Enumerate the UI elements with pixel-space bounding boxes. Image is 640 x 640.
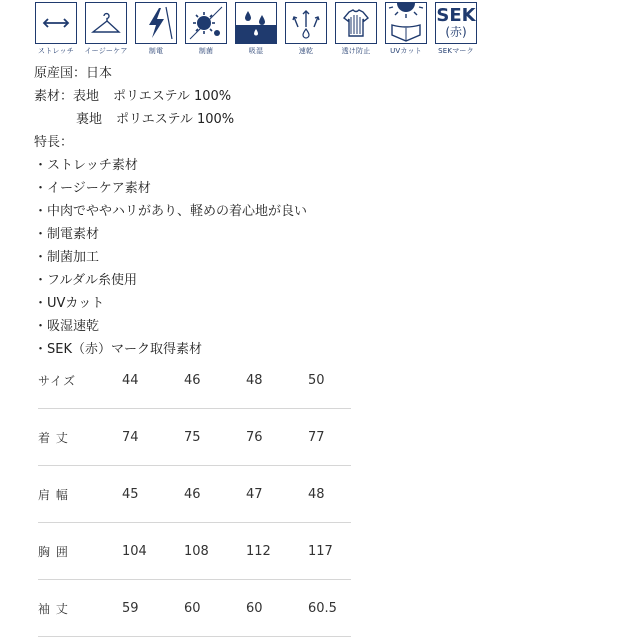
header-cell: 44	[122, 352, 184, 409]
origin-line: 原産国：日本	[34, 66, 113, 81]
uv-cut-icon	[385, 2, 427, 44]
easy-care-icon	[85, 2, 127, 44]
icon-cell-stretch	[31, 2, 81, 56]
moisture-absorbing-icon	[235, 2, 277, 44]
table-cell: 117	[308, 523, 351, 580]
header-cell: 46	[184, 352, 246, 409]
icon-cell-anti-see-through	[331, 2, 381, 56]
icon-label: SEKマーク	[438, 47, 474, 55]
row-label: 胸 囲	[38, 523, 122, 580]
icon-label: 吸湿	[248, 47, 264, 55]
header-cell: 48	[246, 352, 308, 409]
outer-label: 表地	[73, 89, 100, 104]
material-label: 素材：	[34, 89, 74, 104]
feature-icon-row	[31, 2, 481, 56]
icon-label: ストレッチ	[38, 47, 74, 55]
lining-value: ポリエステル 100%	[116, 112, 235, 127]
table-cell: 45	[122, 466, 184, 523]
table-cell: 60.5	[308, 580, 351, 637]
material-lining-line	[34, 108, 307, 131]
table-cell: 74	[122, 409, 184, 466]
table-cell: 46	[184, 466, 246, 523]
table-row	[38, 466, 351, 523]
icon-cell-easy-care	[81, 2, 131, 56]
sek-mark-subtext: (赤)	[445, 25, 467, 39]
sek-mark-text: SEK	[436, 5, 476, 26]
row-label: 着 丈	[38, 409, 122, 466]
table-cell: 77	[308, 409, 351, 466]
feature-item: ・フルダル糸使用	[34, 273, 137, 288]
feature-item: ・イージーケア素材	[34, 181, 151, 196]
icon-cell-uv-cut	[381, 2, 431, 56]
table-cell: 104	[122, 523, 184, 580]
anti-see-through-icon	[335, 2, 377, 44]
table-cell: 47	[246, 466, 308, 523]
product-info	[34, 62, 307, 361]
icon-label: 透け防止	[341, 47, 371, 55]
lining-label: 裏地	[76, 112, 103, 127]
header-cell: 50	[308, 352, 351, 409]
table-cell: 75	[184, 409, 246, 466]
antibacterial-icon	[185, 2, 227, 44]
row-label: 袖 丈	[38, 580, 122, 637]
feature-item: ・SEK（赤）マーク取得素材	[34, 342, 202, 357]
quick-dry-icon	[285, 2, 327, 44]
icon-label: イージーケア	[84, 47, 128, 55]
table-cell: 76	[246, 409, 308, 466]
size-table	[38, 352, 351, 637]
icon-label: 制菌	[198, 47, 214, 55]
sek-mark-icon	[435, 2, 477, 44]
table-cell: 108	[184, 523, 246, 580]
feature-item: ・中肉でややハリがあり、軽めの着心地が良い	[34, 204, 308, 219]
table-cell: 60	[246, 580, 308, 637]
table-cell: 48	[308, 466, 351, 523]
table-row	[38, 523, 351, 580]
table-cell: 112	[246, 523, 308, 580]
icon-cell-antistatic	[131, 2, 181, 56]
table-cell: 60	[184, 580, 246, 637]
icon-label: UVカット	[390, 47, 422, 55]
header-cell: サイズ	[38, 352, 122, 409]
material-outer-line	[34, 85, 307, 108]
feature-item: ・ストレッチ素材	[34, 158, 138, 173]
antistatic-icon	[135, 2, 177, 44]
row-label: 肩 幅	[38, 466, 122, 523]
icon-label: 制電	[148, 47, 164, 55]
icon-label: 速乾	[298, 47, 314, 55]
feature-item: ・制電素材	[34, 227, 100, 242]
table-row	[38, 580, 351, 637]
outer-value: ポリエステル 100%	[113, 89, 232, 104]
icon-cell-sek	[431, 2, 481, 56]
feature-item: ・吸湿速乾	[34, 319, 100, 334]
icon-cell-antibacterial	[181, 2, 231, 56]
features-title: 特長：	[34, 135, 74, 150]
icon-cell-moisture	[231, 2, 281, 56]
table-cell: 59	[122, 580, 184, 637]
icon-cell-quick-dry	[281, 2, 331, 56]
stretch-icon	[35, 2, 77, 44]
feature-item: ・制菌加工	[34, 250, 100, 265]
feature-item: ・UVカット	[34, 296, 105, 311]
table-row	[38, 409, 351, 466]
size-table-header	[38, 352, 351, 409]
